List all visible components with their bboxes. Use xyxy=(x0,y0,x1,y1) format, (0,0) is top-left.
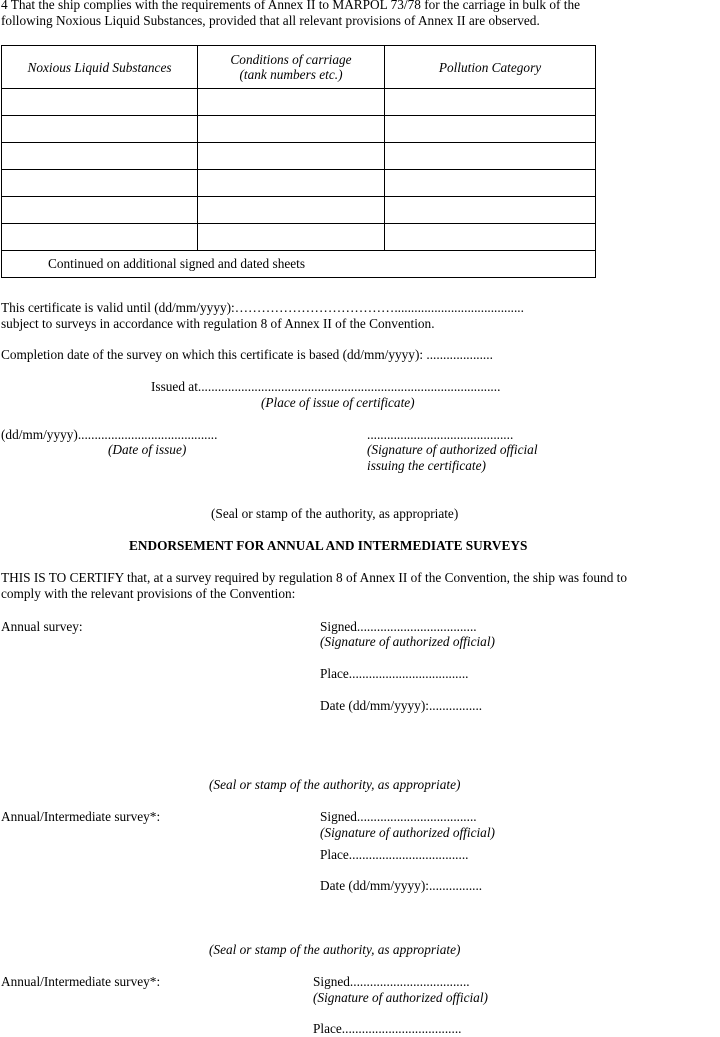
place-line: Place.................................... xyxy=(320,847,469,862)
table-cell[interactable] xyxy=(385,224,596,251)
table-cell[interactable] xyxy=(198,143,385,170)
date-of-issue-line: (dd/mm/yyyy).......................................... xyxy=(1,427,218,442)
date-line: Date (dd/mm/yyyy):................ xyxy=(320,698,483,713)
table-cell[interactable] xyxy=(198,170,385,197)
table-row xyxy=(2,143,596,170)
signed-line: Signed.................................... xyxy=(320,809,477,824)
table-row xyxy=(2,170,596,197)
survey-label: Annual/Intermediate survey*: xyxy=(1,809,161,824)
place-of-issue-caption: (Place of issue of certificate) xyxy=(261,395,415,410)
table-cell[interactable] xyxy=(2,170,198,197)
signature-caption: (Signature of authorized official) xyxy=(320,634,495,649)
place-line: Place.................................... xyxy=(320,666,469,681)
issuer-signature-line: ............................................ xyxy=(367,427,514,442)
noxious-substances-table xyxy=(1,45,596,278)
table-cell[interactable] xyxy=(2,143,198,170)
header-substances: Noxious Liquid Substances xyxy=(2,46,198,89)
header-conditions-line-2: (tank numbers etc.) xyxy=(239,67,343,82)
table-cell[interactable] xyxy=(198,89,385,116)
table-cell[interactable] xyxy=(2,89,198,116)
completion-date-line: Completion date of the survey on which this certificate is based (dd/mm/yyyy): .................... xyxy=(1,347,493,362)
table-header-row xyxy=(2,46,596,89)
table-footer-row xyxy=(2,251,596,278)
table-row xyxy=(2,89,596,116)
survey-label: Annual/Intermediate survey*: xyxy=(1,974,161,989)
table-cell[interactable] xyxy=(2,224,198,251)
signature-caption: (Signature of authorized official) xyxy=(320,825,495,840)
intro-line-1: 4 That the ship complies with the requirements of Annex II to MARPOL 73/78 for the carriage in bulk of the xyxy=(1,0,581,12)
validity-line-2: subject to surveys in accordance with regulation 8 of Annex II of the Convention. xyxy=(1,316,435,331)
issuer-signature-caption-1: (Signature of authorized official xyxy=(367,442,538,457)
table-cell[interactable] xyxy=(198,197,385,224)
table-cell[interactable] xyxy=(385,143,596,170)
table-footer: Continued on additional signed and dated sheets xyxy=(2,251,596,278)
table-row xyxy=(2,197,596,224)
date-line: Date (dd/mm/yyyy):................ xyxy=(320,878,483,893)
issued-at-line: Issued at........................................................................................... xyxy=(151,379,501,394)
header-conditions xyxy=(198,46,385,89)
certify-line-2: comply with the relevant provisions of the Convention: xyxy=(1,586,296,601)
intro-line-2: following Noxious Liquid Substances, provided that all relevant provisions of Annex II are observed. xyxy=(1,13,540,28)
table-cell[interactable] xyxy=(385,170,596,197)
table-row xyxy=(2,224,596,251)
header-pollution-category: Pollution Category xyxy=(385,46,596,89)
signed-line: Signed.................................... xyxy=(313,974,470,989)
table-cell[interactable] xyxy=(2,197,198,224)
table-cell[interactable] xyxy=(198,224,385,251)
header-conditions-line-1: Conditions of carriage xyxy=(230,52,352,67)
table-cell[interactable] xyxy=(385,89,596,116)
endorsement-heading: ENDORSEMENT FOR ANNUAL AND INTERMEDIATE SURVEYS xyxy=(129,538,528,553)
issuer-signature-caption-2: issuing the certificate) xyxy=(367,458,486,473)
table-cell[interactable] xyxy=(385,197,596,224)
table-cell[interactable] xyxy=(385,116,596,143)
signed-line: Signed.................................... xyxy=(320,619,477,634)
seal-caption: (Seal or stamp of the authority, as appropriate) xyxy=(209,942,461,957)
date-of-issue-caption: (Date of issue) xyxy=(108,442,187,457)
table-row xyxy=(2,116,596,143)
place-line: Place.................................... xyxy=(313,1021,462,1036)
table-cell[interactable] xyxy=(2,116,198,143)
survey-label: Annual survey: xyxy=(1,619,83,634)
seal-caption-main: (Seal or stamp of the authority, as appropriate) xyxy=(211,506,459,521)
validity-line-1: This certificate is valid until (dd/mm/yyyy):………………………………....................................... xyxy=(1,300,524,315)
table-cell[interactable] xyxy=(198,116,385,143)
signature-caption: (Signature of authorized official) xyxy=(313,990,488,1005)
seal-caption: (Seal or stamp of the authority, as appropriate) xyxy=(209,777,461,792)
certify-line-1: THIS IS TO CERTIFY that, at a survey required by regulation 8 of Annex II of the Convention, the ship was found to xyxy=(1,570,628,585)
